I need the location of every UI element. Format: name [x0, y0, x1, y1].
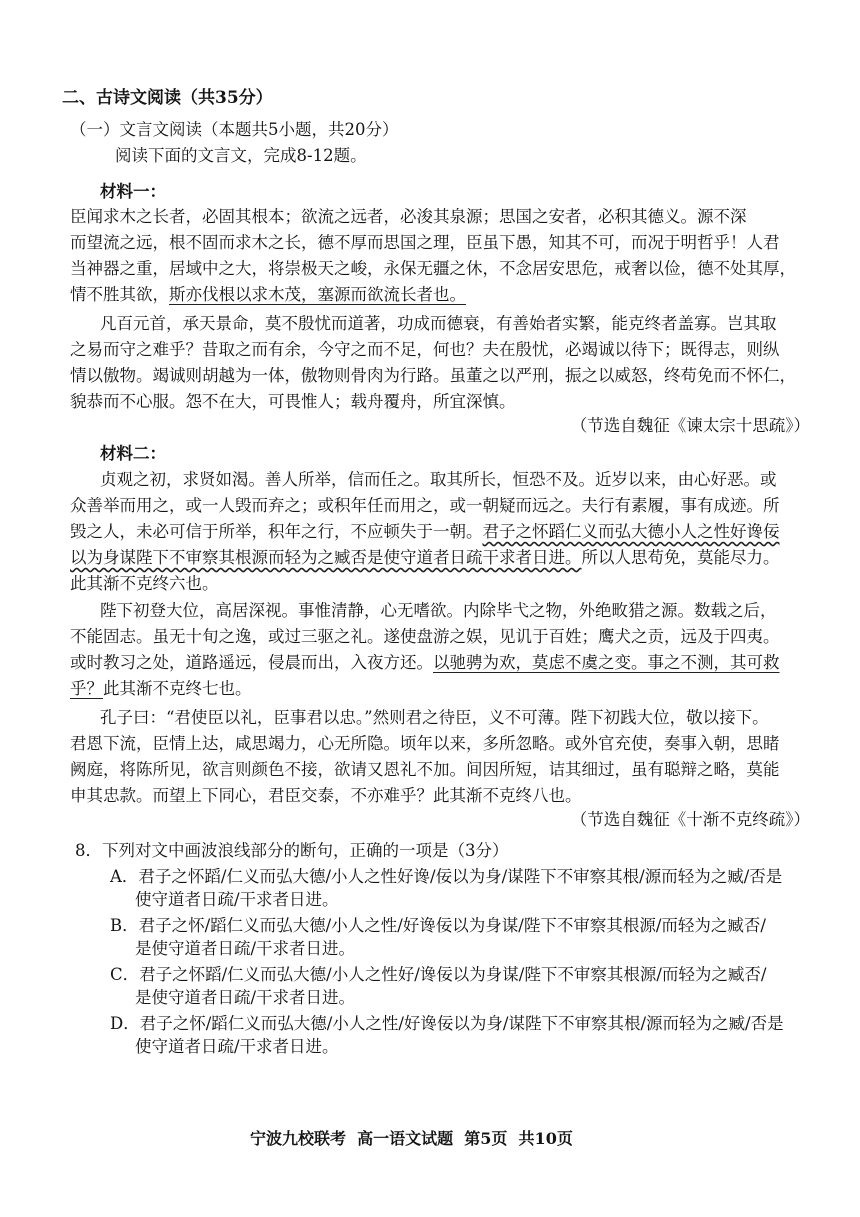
material1-line: [70, 284, 466, 306]
material2-line: 陛下初登大位，高居深视。事惟清静，心无嗜欲。内除毕弋之物，外绝畋猎之源。数载之后，: [100, 601, 777, 620]
material2-text: 毁之人，未必可信于所举，积年之行，不应顿失于一朝。: [70, 522, 483, 541]
material1-line: 臣闻求木之长者，必固其根本；欲流之远者，必浚其泉源；思国之安者，必积其德义。源不深: [70, 207, 747, 226]
material2-line: 不能固志。虽无十旬之逸，或过三驱之礼。遂使盘游之娱，见讥于百姓；鹰犬之贡，远及于四夷。: [70, 627, 780, 646]
material2-line: [70, 521, 780, 543]
instruction: 阅读下面的文言文，完成8-12题。: [115, 146, 367, 165]
material2-text: 所以人思苟免，莫能尽力。: [581, 548, 780, 567]
material2-line: 此其渐不克终六也。: [70, 574, 219, 593]
material2-line: 申其忠款。而望上下同心，君臣交泰，不亦难乎？此其渐不克终八也。: [70, 786, 582, 805]
material2-line: [70, 652, 780, 674]
option-a-cont: 使守道者日疏/干求者日进。: [135, 890, 339, 909]
material2-line: 孔子曰：“君使臣以礼，臣事君以忠。”然则君之待臣，义不可薄。陛下初践大位，敬以接下。: [100, 708, 769, 727]
option-d[interactable]: D．君子之怀/蹈仁义而弘大德/小人之性/好谗佞以为身/谋陛下不审察其根/源而轻为之臧/否是: [110, 1014, 784, 1033]
material1-line: 貌恭而不心服。怨不在大，可畏惟人；载舟覆舟，所宜深慎。: [70, 392, 516, 411]
material1-line: 之易而守之难乎？昔取之而有余，今守之而不足，何也？夫在殷忧，必竭诚以待下；既得志，则纵: [70, 340, 780, 359]
option-a[interactable]: A．君子之怀蹈/仁义而弘大德/小人之性好谗/佞以为身/谋陛下不审察其根/源而轻为之臧/否是: [110, 867, 783, 886]
option-d-cont: 使守道者日疏/干求者日进。: [135, 1037, 339, 1056]
section-title: 二、古诗文阅读（共35分）: [62, 88, 273, 108]
material2-text: 此其渐不克终七也。: [103, 679, 252, 698]
option-c-cont: 是使守道者日疏/干求者日进。: [135, 988, 356, 1007]
material1-line: 凡百元首，承天景命，莫不殷忧而道著，功成而德衰，有善始者实繁，能克终者盖寡。岂其取: [100, 314, 777, 333]
material1-line: 当神器之重，居域中之大，将崇极天之峻，永保无疆之休，不念居安思危，戒奢以俭，德不处其厚，: [70, 259, 796, 278]
material2-line: 众善举而用之，或一人毁而弃之；或积年任而用之，或一朝疑而远之。夫行有素履，事有成迹。所: [70, 496, 780, 515]
material1-text: 情不胜其欲，: [70, 285, 169, 304]
option-c[interactable]: C．君子之怀蹈/仁义而弘大德/小人之性好/谗佞以为身谋/陛下不审察其根源/而轻为之臧否/: [110, 965, 767, 984]
underlined-sentence: 乎？: [70, 679, 103, 698]
wavy-underline-text: 君子之怀蹈仁义而弘大德小人之性好谗佞: [482, 522, 780, 541]
material1-source: （节选自魏征《谏太宗十思疏》）: [570, 416, 810, 435]
material2-text: 或时教习之处，道路遥远，侵晨而出，入夜方还。: [70, 653, 433, 672]
subsection-title: （一）文言文阅读（本题共5小题，共20分）: [70, 120, 399, 139]
material2-line: 阙庭，将陈所见，欲言则颜色不接，欲请又恩礼不加。间因所短，诘其细过，虽有聪辩之略，莫能: [70, 760, 780, 779]
material1-line: 情以傲物。竭诚则胡越为一体，傲物则骨肉为行路。虽董之以严刑，振之以威怒，终苟免而不怀仁，: [70, 366, 796, 385]
material1-line: 而望流之远，根不固而求木之长，德不厚而思国之理，臣虽下愚，知其不可，而况于明哲乎！人君: [70, 233, 780, 252]
material1-heading: 材料一：: [100, 182, 166, 201]
underlined-sentence: 以驰骋为欢，莫虑不虞之变。事之不测，其可救: [433, 653, 780, 672]
question-stem: 8．下列对文中画波浪线部分的断句，正确的一项是（3分）: [75, 841, 509, 860]
wavy-underline-text: 以为身谋陛下不审察其根源而轻为之臧否是使守道者日疏干求者日进。: [70, 548, 582, 567]
material2-line: [70, 678, 252, 700]
option-b[interactable]: B．君子之怀/蹈仁义而弘大德/小人之性/好谗佞以为身谋/陛下不审察其根源/而轻为之臧否/: [110, 916, 766, 935]
material2-source: （节选自魏征《十渐不克终疏》）: [570, 810, 810, 829]
option-b-cont: 是使守道者日疏/干求者日进。: [135, 939, 356, 958]
material2-line: [70, 547, 780, 569]
material2-line: 君恩下流，臣情上达，咸思竭力，心无所隐。顷年以来，多所忽略。或外官充使，奏事入朝，思睹: [70, 734, 780, 753]
underlined-sentence: 斯亦伐根以求木茂，塞源而欲流长者也。: [169, 285, 466, 304]
material2-line: 贞观之初，求贤如渴。善人所举，信而任之。取其所长，恒恐不及。近岁以来，由心好恶。或: [100, 470, 777, 489]
page-footer: 宁波九校联考 高一语文试题 第5页 共10页: [250, 1129, 573, 1148]
material2-heading: 材料二：: [100, 444, 166, 463]
